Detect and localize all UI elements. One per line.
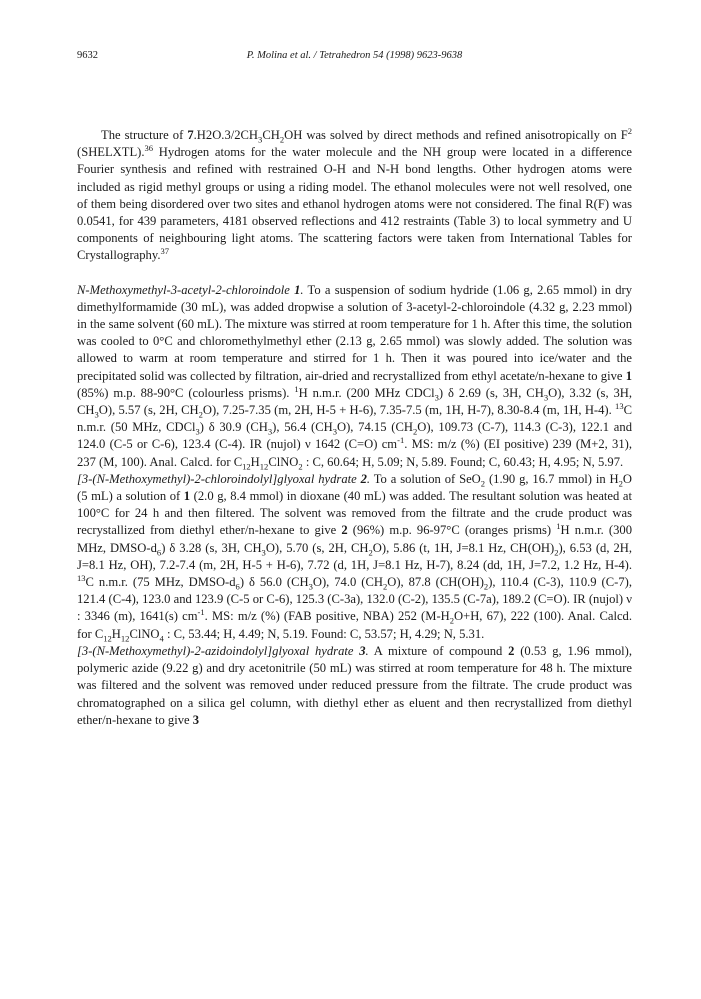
running-head: P. Molina et al. / Tetrahedron 54 (1998) 9623-9638: [246, 50, 463, 61]
page-number: 9632: [77, 50, 98, 61]
article-body: [77, 127, 632, 729]
compound-2-paragraph: [3-(N-Methoxymethyl)-2-chloroindolyl]glyoxal hydrate 2. To a solution of SeO$_2$ (1.90 g, 16.7 mmol) in $H_2O$ (5 mL) a solution of 1 (2.0 g, 8.4 mmol) in dioxane (40 mL) was added. The resultant solution was heated at 100°C for 24 h and then filtered. The solvent was removed from the filtrate and the crude product was recrystallized from diethyl ether/n-hexane to give 2 (96%) m.p. 96-97°C (oranges prisms) $^1$H n.m.r. (300 MHz, DMSO-$d_6$) δ 3.28 (s, 3H, $CH_3O$), 5.70 (s, 2H, $CH_2O$), 5.86 (t, 1H, J=8.1 Hz, $CH(OH)_2$), 6.53 (d, 2H, J=8.1 Hz, OH), 7.2-7.4 (m, 2H, H-5 + H-6), 7.72 (d, 1H, J=8.1 Hz, H-7), 8.24 (dd, 1H, J=7.2, 1.2 Hz, H-4). $^{13}$C n.m.r. (75 MHz, DMSO-$d_6$) δ 56.0 $(CH_3O)$, 74.0 $(CH_2O)$, 87.8 $(CH(OH)_2)$, 110.4 (C-3), 110.9 (C-7), 121.4 (C-4), 123.0 and 123.9 (C-5 or C-6), 125.3 (C-3a), 132.0 (C-2), 135.5 (C-7a), 189.2 (C=O). IR (nujol) ν : 3346 (m), 1641(s) $cm^{-1}$. MS: m/z (%) (FAB positive, NBA) 252 ($M-H_2O+H$, 67), 222 (100). Anal. Calcd. for $C_{12}H_{12}ClNO_4$ : C, 53.44; H, 4.49; N, 5.19. Found: C, 53.57; H, 4.29; N, 5.31.: [77, 471, 633, 644]
compound-1-paragraph: N-Methoxymethyl-3-acetyl-2-chloroindole 1. To a suspension of sodium hydride (1.06 g, 2.65 mmol) in dry dimethylformamide (30 mL), was added dropwise a solution of 3-acetyl-2-chloroindole (4.32 g, 2.23 mmol) in the same solvent (60 mL). The mixture was stirred at room temperature for 1 h. After this time, the solution was cooled to 0°C and chloromethylmethyl ether (2.13 g, 2.65 mmol) was slowly added. The solution was allowed to warm at room temperature and stirred for 1 h. Then it was poured into ice/water and the precipitated solid was collected by filtration, air-dried and recrystallized from ethyl acetate/n-hexane to give 1 (85%) m.p. 88-90°C (colourless prisms). $^1$H n.m.r. (200 MHz CDCl$_3$) δ 2.69 (s, 3H, $CH_3O$), 3.32 (s, 3H, $CH_3O$), 5.57 (s, 2H, $CH_2O$), 7.25-7.35 (m, 2H, H-5 + H-6), 7.35-7.5 (m, 1H, H-7), 8.30-8.4 (m, 1H, H-4). $^{13}$C n.m.r. (50 MHz, CDCl$_3$) δ 30.9 $(CH_3)$, 56.4 $(CH_3O)$, 74.15 $(CH_2O)$, 109.73 (C-7), 114.3 (C-3), 122.1 and 124.0 (C-5 or C-6), 123.4 (C-4). IR (nujol) ν 1642 (C=O) $cm^{-1}$. MS: m/z (%) (EI positive) 239 (M+2, 31), 237 (M, 100). Anal. Calcd. for $C_{12}H_{12}ClNO_2$ : C, 60.64; H, 5.09; N, 5.89. Found; C, 60.43; H, 4.95; N, 5.97.: [77, 282, 633, 472]
compound-3-paragraph: [3-(N-Methoxymethyl)-2-azidoindolyl]glyoxal hydrate 3. A mixture of compound 2 (0.53 g, 1.96 mmol), polymeric azide (9.22 g) and dry acetonitrile (50 mL) was stirred at room temperature for 48 h. The mixture was filtered and the solvent was removed under reduced pressure from the filtrate. The crude product was chromatographed on a silica gel column, with diethyl ether as eluent and then recrystallized from diethyl ether/n-hexane to give 3: [77, 643, 633, 727]
page-header: [77, 50, 632, 66]
paragraph-gap: [77, 265, 632, 282]
crystallography-paragraph: The structure of $7.H2O.3/2CH_3CH_2OH$ was solved by direct methods and refined anisotropically on $F^2$ (SHELXTL).$^{36}$ Hydrogen atoms for the water molecule and the NH group were located in a difference Fourier synthesis and refined with restrained O-H and N-H bond lengths. Other hydrogen atoms were included as rigid methyl groups or using a riding model. The ethanol molecules were not well resolved, one of them being disordered over two sites and ethanol hydrogen atoms were not considered. The final R(F) was 0.0541, for 439 parameters, 4181 observed reflections and 412 restraints (Table 3) to local symmetry and U components of neighbouring light atoms. The scattering factors were taken from International Tables for Crystallography.$^{37}$: [77, 125, 632, 263]
